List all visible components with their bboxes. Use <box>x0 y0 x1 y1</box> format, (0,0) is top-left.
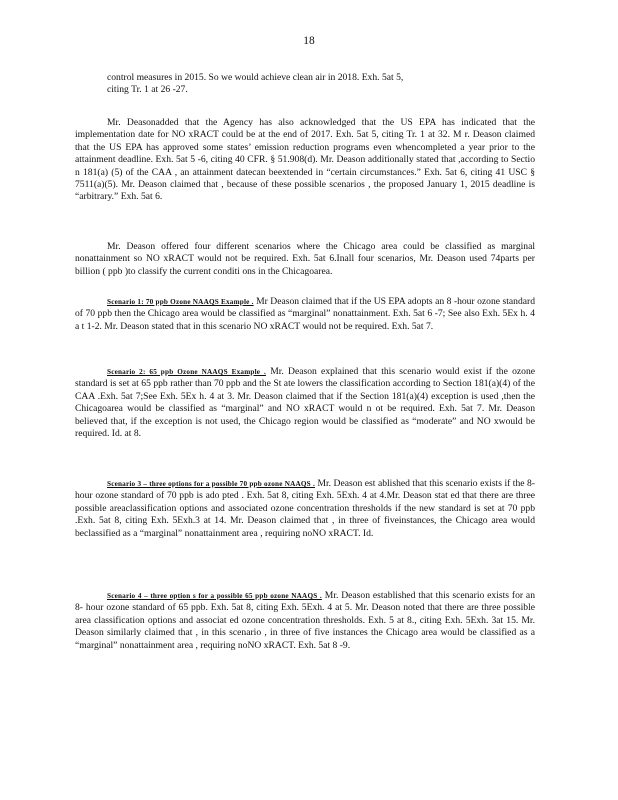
paragraph-1 <box>75 72 535 97</box>
paragraph-2 <box>75 117 535 204</box>
scenario-4-text: Mr. Deason established that this scenario exists for an 8- hour ozone standard of 65 ppb. Exh. 5at 8, citing Exh. 5Exh. 4 at 5. Mr. Deason noted that there are three possible area classification options and associat ed ozone concentration thresholds. Exh. 5 at 8., citing Exh. 5Exh. 3at 15. Mr. Deason similarly claimed that , in this scenario , in three of five instances the Chicago area would be classified as a “marginal” nonattainment area , requiring noNO xRACT. Exh. 5at 8 -9. <box>75 590 535 651</box>
paragraph-1-line-b: citing Tr. 1 at 26 -27. <box>107 84 188 96</box>
scenario-2 <box>75 366 535 440</box>
paragraph-3-text: Mr. Deason offered four different scenarios where the Chicago area could be classified as marginal nonattainment so NO xRACT would not be required. Exh. 5at 6.Inall four scenarios, Mr. Deason used 74parts per billion ( ppb )to classify the current conditi ons in the Chicagoarea. <box>75 241 535 277</box>
paragraph-2-text: Mr. Deasonadded that the Agency has also acknowledged that the US EPA has indicated that the implementation date for NO xRACT could be at the end of 2017. Exh. 5at 5, citing Tr. 1 at 32. M r. Deason claimed that the US EPA has approved some states’ emission reduction programs even whencompleted a year prior to the attainment deadline. Exh. 5at 5 -6, citing 40 CFR. § 51.908(d). Mr. Deason additionally stated that ,according to Sectio n 181(a) (5) of the CAA , an attainment datecan beextended in “certain circumstances.” Exh. 5at 6, citing 41 USC § 7511(a)(5). Mr. Deason claimed that , because of these possible scenarios , the proposed January 1, 2015 deadline is “arbitrary.” Exh. 5at 6. <box>75 117 535 203</box>
scenario-1 <box>75 296 535 333</box>
scenario-4-heading: Scenario 4 – three option s for a possible 65 ppb ozone NAAQS . <box>107 592 322 600</box>
scenario-3 <box>75 478 535 540</box>
paragraph-1-line-a: control measures in 2015. So we would achieve clean air in 2018. Exh. 5at 5, <box>107 72 404 83</box>
scenario-1-text: Mr Deason claimed that if the US EPA adopts an 8 -hour ozone standard of 70 ppb then the Chicago area would be classified as “marginal” nonattainment. Exh. 5at 6 -7; See also Exh. 5Ex h. 4 a t 1-2. Mr. Deason stated that in this scenario NO xRACT would not be required. Exh. 5at 7. <box>75 296 535 332</box>
scenario-1-heading: Scenario 1: 70 ppb Ozone NAAQS Example . <box>107 298 254 306</box>
page-number: 18 <box>303 35 315 47</box>
scenario-2-text: Mr. Deason explained that this scenario would exist if the ozone standard is set at 65 ppb rather than 70 ppb and the St ate lowers the classification according to Section 181(a)(4) of the CAA .Exh. 5at 7;See Exh. 5Ex h. 4 at 3. Mr. Deason claimed that if the Section 181(a)(4) exception is used ,then the Chicagoarea would be classified as “marginal” and NO xRACT would n ot be required. Exh. 5at 7. Mr. Deason believed that, if the exception is not used, the Chicago region would be classified as “moderate” and NO xwould be required. Id. at 8. <box>75 366 535 440</box>
scenario-3-heading: Scenario 3 – three options for a possible 70 ppb ozone NAAQS . <box>107 480 315 488</box>
scenario-2-heading: Scenario 2: 65 ppb Ozone NAAQS Example . <box>107 368 266 376</box>
scenario-4 <box>75 590 535 652</box>
scenario-3-text: Mr. Deason est ablished that this scenario exists if the 8- hour ozone standard of 70 ppb is ado pted . Exh. 5at 8, citing Exh. 5Exh. 4 at 4.Mr. Deason stat ed that there are three possible areaclassification options and associated ozone concentration thresholds if the new standard is set at 70 ppb .Exh. 5at 8, citing Exh. 5Exh.3 at 14. Mr. Deason claimed that , in three of fiveinstances, the Chicago area would beclassified as a “marginal” nonattainment area , requiring noNO xRACT. Id. <box>75 478 536 539</box>
paragraph-3 <box>75 241 535 278</box>
